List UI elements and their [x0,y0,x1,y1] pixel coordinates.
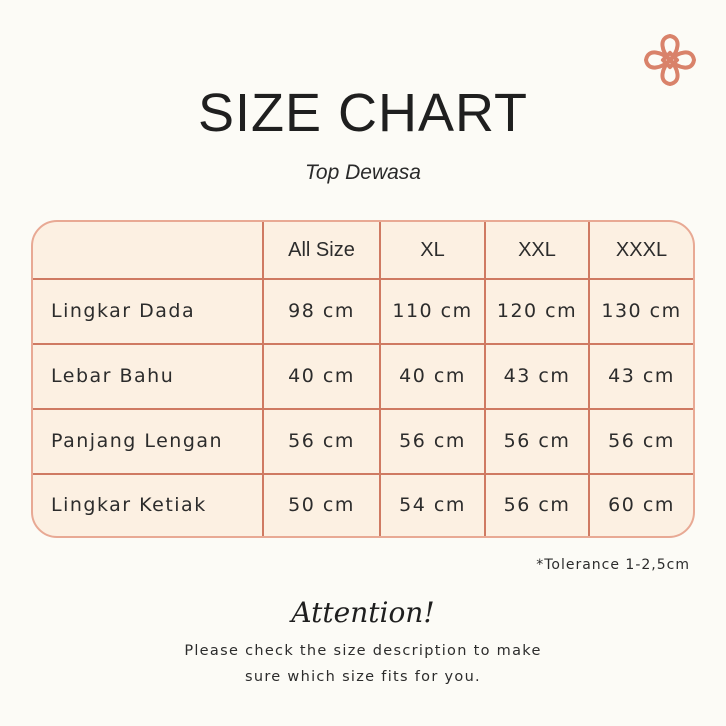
table-cell: 56 cm [485,474,589,536]
table-cell: 40 cm [263,344,380,409]
header-cell-empty [33,222,263,279]
table-cell: 56 cm [589,409,693,474]
attention-heading: Attention! [291,596,435,629]
table-cell: 110 cm [380,279,485,344]
table-cell: 43 cm [485,344,589,409]
header-cell-all-size: All Size [263,222,380,279]
table-cell: 50 cm [263,474,380,536]
page-subtitle: Top Dewasa [305,161,421,184]
page-title: SIZE CHART [197,83,529,143]
table-cell: 56 cm [263,409,380,474]
row-label: Lingkar Ketiak [33,474,263,536]
attention-line-2: sure which size fits for you. [245,669,481,685]
table-row [33,344,693,409]
header-cell-xxxl: XXXL [589,222,693,279]
attention-note [0,638,726,690]
table-cell: 120 cm [485,279,589,344]
table-row [33,474,693,536]
table-cell: 54 cm [380,474,485,536]
clover-knot-icon [640,30,700,90]
row-label: Lebar Bahu [33,344,263,409]
header-cell-xl: XL [380,222,485,279]
tolerance-note: *Tolerance 1-2,5cm [536,557,690,573]
size-table [31,220,695,538]
table-cell: 98 cm [263,279,380,344]
table-cell: 56 cm [380,409,485,474]
row-label: Panjang Lengan [33,409,263,474]
table-cell: 60 cm [608,494,675,517]
table-cell: 43 cm [589,344,693,409]
attention-line-1: Please check the size description to make [184,643,542,659]
header-cell-xxl: XXL [485,222,589,279]
table-row [33,409,693,474]
row-label: Lingkar Dada [33,279,263,344]
table-cell: 130 cm [589,279,693,344]
table-header-row [33,222,693,279]
table-row [33,279,693,344]
table-cell: 40 cm [380,344,485,409]
table-cell: 56 cm [485,409,589,474]
